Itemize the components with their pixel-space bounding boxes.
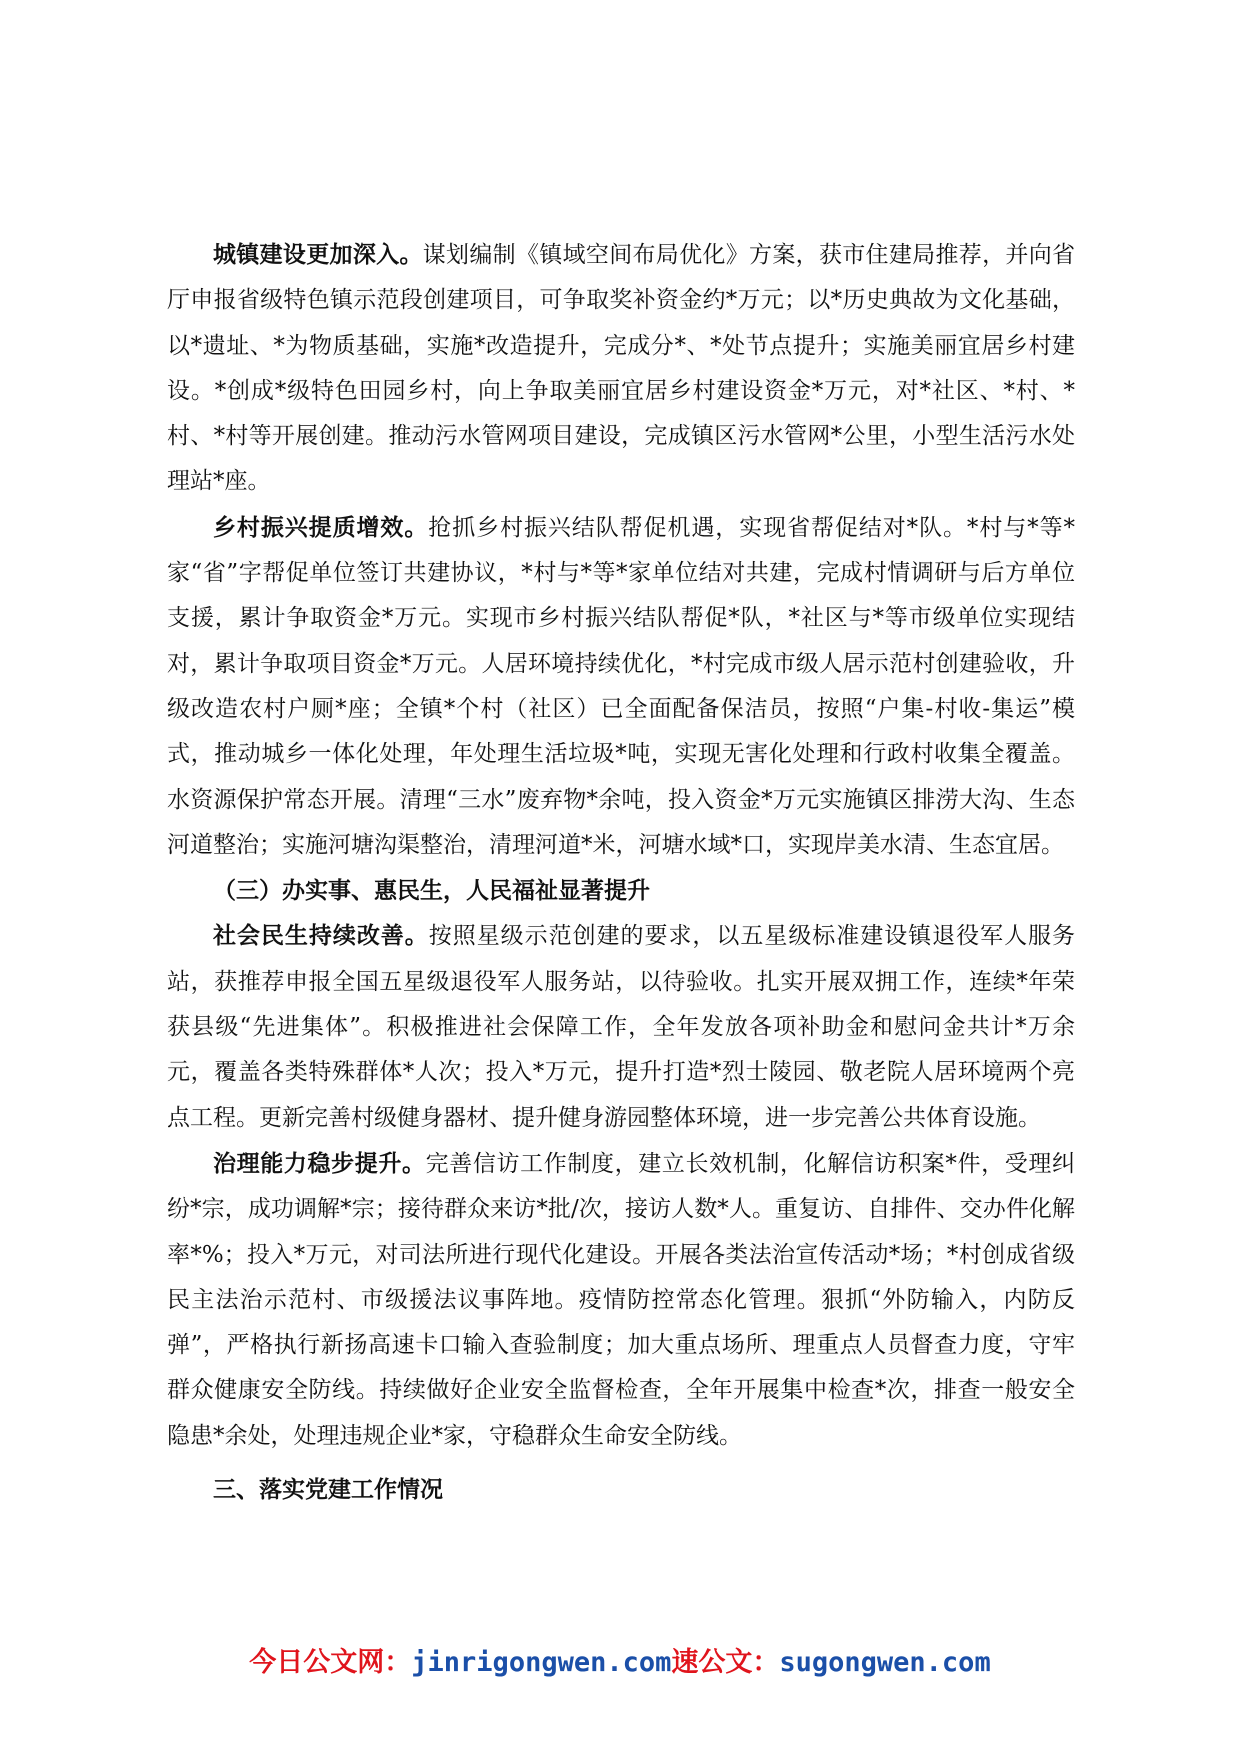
footer-link-2[interactable]: sugongwen.com	[779, 1647, 991, 1678]
paragraph-lead: 社会民生持续改善。	[213, 922, 429, 950]
paragraph-lead: 城镇建设更加深入。	[213, 241, 423, 268]
document-body	[167, 232, 1075, 1512]
paragraph-lead: 乡村振兴提质增效。	[213, 513, 429, 541]
paragraph-text: 按照星级示范创建的要求，以五星级标准建设镇退役军人服务站，获推荐申报全国五星级退役军人服务站，以待验收。扎实开展双拥工作，连续*年荣获县级“先进集体”。积极推进社会保障工作，全年发放各项补助金和慰问金共计*万余元，覆盖各类特殊群体*人次；投入*万元，提升打造*烈士陵园、敬老院人居环境两个亮点工程。更新完善村级健身器材、提升健身游园整体环境，进一步完善公共体育设施。	[167, 923, 1076, 1131]
paragraph-lead: 治理能力稳步提升。	[213, 1149, 426, 1177]
paragraph-urban-construction	[167, 232, 1075, 505]
paragraph-text: 抢抓乡村振兴结队帮促机遇，实现省帮促结对*队。*村与*等*家“省”字帮促单位签订共建协议，*村与*等*家单位结对共建，完成村情调研与后方单位支援，累计争取资金*万元。实现市乡村振兴结队帮促*队，*社区与*等市级单位实现结对，累计争取项目资金*万元。人居环境持续优化，*村完成市级人居示范村创建验收，升级改造农村户厕*座；全镇*个村（社区）已全面配备保洁员，按照“户集-村收-集运”模式，推动城乡一体化处理，年处理生活垃圾*吨，实现无害化处理和行政村收集全覆盖。水资源保护常态开展。清理“三水”废弃物*余吨，投入资金*万元实施镇区排涝大沟、生态河道整治；实施河塘沟渠整治，清理河道*米，河塘水域*口，实现岸美水清、生态宜居。	[167, 514, 1076, 858]
paragraph-rural-revitalization	[167, 505, 1075, 868]
section-heading: 三、落实党建工作情况	[213, 1476, 443, 1504]
footer-label-1: 今日公文网：	[249, 1647, 412, 1678]
paragraph-text: 谋划编制《镇域空间布局优化》方案，获市住建局推荐，并向省厅申报省级特色镇示范段创建项目，可争取奖补资金约*万元；以*历史典故为文化基础，以*遗址、*为物质基础，实施*改造提升，完成分*、*处节点提升；实施美丽宜居乡村建设。*创成*级特色田园乡村，向上争取美丽宜居乡村建设资金*万元，对*社区、*村、*村、*村等开展创建。推动污水管网项目建设，完成镇区污水管网*公里，小型生活污水处理站*座。	[167, 242, 1076, 495]
subsection-heading: （三）办实事、惠民生，人民福祉显著提升	[213, 877, 650, 905]
footer-label-2: 速公文：	[671, 1647, 780, 1678]
paragraph-social-livelihood	[167, 913, 1075, 1140]
footer-link-1[interactable]: jinrigongwen.com	[411, 1647, 672, 1678]
paragraph-text: 完善信访工作制度，建立长效机制，化解信访积案*件，受理纠纷*宗，成功调解*宗；接待群众来访*批/次，接访人数*人。重复访、自排件、交办件化解率*%；投入*万元，对司法所进行现代化建设。开展各类法治宣传活动*场；*村创成省级民主法治示范村、市级援法议事阵地。疫情防控常态化管理。狠抓“外防输入，内防反弹”，严格执行新扬高速卡口输入查验制度；加大重点场所、理重点人员督查力度，守牢群众健康安全防线。持续做好企业安全监督检查，全年开展集中检查*次，排查一般安全隐患*余处，处理违规企业*家，守稳群众生命安全防线。	[167, 1150, 1075, 1449]
watermark-footer	[0, 1640, 1240, 1679]
paragraph-governance	[167, 1141, 1075, 1459]
